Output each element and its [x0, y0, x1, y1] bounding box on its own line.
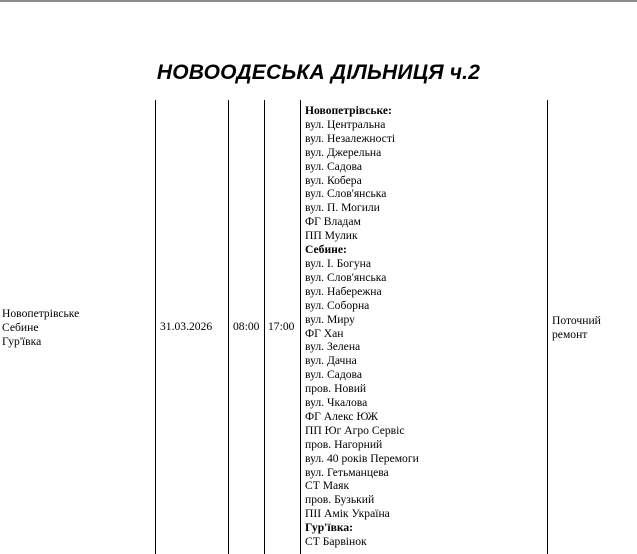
- work-type-cell: [552, 314, 601, 342]
- address-item: вул. І. Богуна: [305, 256, 371, 270]
- address-item: вул. Соборна: [305, 298, 370, 312]
- address-item: пров. Новий: [305, 382, 367, 396]
- address-group-heading: Гур'ївка:: [305, 521, 354, 535]
- address-item: вул. Кобера: [305, 173, 362, 187]
- address-item: ПП Мулик: [305, 229, 358, 243]
- address-list-cell: [305, 104, 419, 549]
- settlement-name: Гур'ївка: [2, 334, 42, 348]
- page-top-border: [0, 0, 637, 2]
- settlements-cell: [2, 307, 79, 349]
- address-item: пров. Бузький: [305, 493, 375, 507]
- page-title: НОВООДЕСЬКА ДІЛЬНИЦЯ ч.2: [156, 61, 481, 84]
- address-item: СТ Маяк: [305, 479, 350, 493]
- work-type-text: ремонт: [552, 327, 588, 341]
- address-item: вул. Зелена: [305, 340, 361, 354]
- address-item: ПП Юг Агро Сервіс: [305, 423, 405, 437]
- address-item: пров. Нагорний: [305, 437, 383, 451]
- table-column-divider: [155, 100, 156, 554]
- table-column-divider: [300, 100, 301, 554]
- settlement-name: Себине: [2, 320, 39, 334]
- address-item: вул. Садова: [305, 159, 362, 173]
- address-item: СТ Барвінок: [305, 535, 367, 549]
- table-column-divider: [264, 100, 265, 554]
- outage-start-time: 08:00: [233, 320, 260, 333]
- address-group-heading: Новопетрівське:: [305, 104, 392, 117]
- address-group-heading: Себине:: [305, 243, 347, 257]
- table-column-divider: [228, 100, 229, 554]
- address-item: ФГ Хан: [305, 326, 344, 340]
- address-item: ПІІ Амік Україна: [305, 507, 390, 521]
- address-item: вул. П. Могили: [305, 201, 380, 215]
- outage-end-time: 17:00: [268, 320, 295, 333]
- address-item: вул. Дачна: [305, 354, 357, 368]
- address-item: вул. Чкалова: [305, 396, 368, 410]
- address-item: ФГ Владам: [305, 215, 361, 229]
- address-item: вул. Миру: [305, 312, 355, 326]
- address-item: вул. Незалежності: [305, 131, 396, 145]
- address-item: вул. Центральна: [305, 117, 386, 131]
- address-item: вул. 40 років Перемоги: [305, 451, 419, 465]
- table-column-divider: [547, 100, 548, 554]
- address-item: вул. Садова: [305, 368, 362, 382]
- address-item: ФГ Алекс ЮЖ: [305, 409, 378, 423]
- address-item: вул. Слов'янська: [305, 187, 387, 201]
- outage-date: 31.03.2026: [160, 320, 213, 333]
- address-item: вул. Джерельна: [305, 145, 382, 159]
- address-item: вул. Набережна: [305, 284, 382, 298]
- settlement-name: Новопетрівське: [2, 307, 80, 320]
- address-item: вул. Слов'янська: [305, 270, 387, 284]
- work-type-text: Поточний: [552, 314, 601, 327]
- address-item: вул. Гетьманцева: [305, 465, 389, 479]
